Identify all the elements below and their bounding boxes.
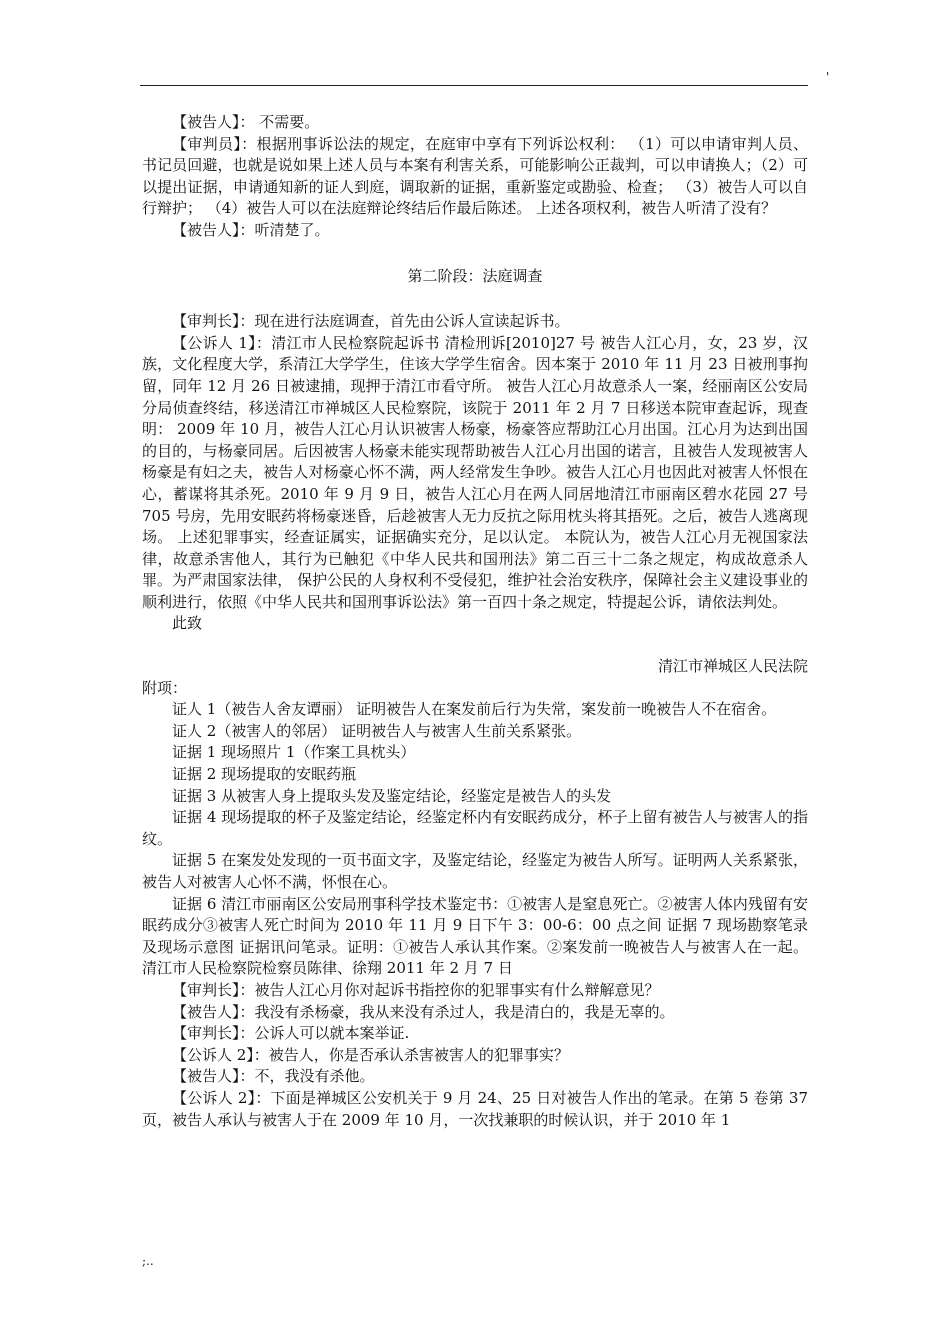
section-title: 第二阶段：法庭调查 <box>407 266 543 285</box>
paragraph: 证据 5 在案发处发现的一页书面文字，及鉴定结论，经鉴定为被告人所写。证明两人关系紧张，被告人对被害人心怀不满，怀恨在心。 <box>142 851 808 891</box>
paragraph: 【审判长】：被告人江心月你对起诉书指控你的犯罪事实有什么辩解意见？ <box>172 980 660 999</box>
paragraph: 【被告人】： 不需要。 <box>172 113 320 131</box>
paragraph: 【公诉人 2】：被告人，你是否承认杀害被害人的犯罪事实？ <box>172 1045 569 1064</box>
paragraph: 证据 4 现场提取的杯子及鉴定结论，经鉴定杯内有安眠药成分，杯子上留有被告人与被害人的指纹。 <box>142 808 808 848</box>
document-body <box>142 112 808 1131</box>
paragraph: 证据 1 现场照片 1（作案工具枕头） <box>172 743 416 762</box>
paragraph: 【被告人】：我没有杀杨豪，我从来没有杀过人，我是清白的，我是无辜的。 <box>172 1002 675 1021</box>
signature: 清江市禅城区人民法院 <box>657 657 808 676</box>
header-mark: ' <box>826 70 830 84</box>
paragraph: 【审判长】：公诉人可以就本案举证. <box>172 1024 410 1043</box>
paragraph: 【被告人】：不，我没有杀他。 <box>172 1067 375 1086</box>
attachment-heading: 附项： <box>142 678 188 697</box>
spacer <box>142 242 808 266</box>
paragraph: 【审判员】：根据刑事诉讼法的规定，在庭审中享有下列诉讼权利： （1）可以申请审判人员、书记员回避，也就是说如果上述人员与本案有利害关系，可能影响公正裁判，可以申请换人；（2）可以提出证据，申请通知新的证人到庭，调取新的证据，重新鉴定或勘验、检查； （3）被告人可以自行辩护； （4）被告人可以在法庭辩论终结后作最后陈述。 上述各项权利，被告人听清了没有？ <box>142 134 808 218</box>
paragraph: 【公诉人 2】：下面是禅城区公安机关于 9 月 24、25 日对被告人作出的笔录。在第 5 卷第 37 页，被告人承认与被害人于在 2009 年 10 月，一次找兼职的时候认识，并于 2010 年 1 <box>142 1088 808 1129</box>
spacer <box>142 287 808 311</box>
paragraph: 证据 2 现场提取的安眠药瓶 <box>172 765 357 784</box>
paragraph: 证人 2（被害人的邻居） 证明被告人与被害人生前关系紧张。 <box>172 721 582 740</box>
paragraph: 【审判长】：现在进行法庭调查，首先由公诉人宣读起诉书。 <box>172 312 570 331</box>
paragraph: 证据 3 从被害人身上提取头发及鉴定结论，经鉴定是被告人的头发 <box>172 786 612 805</box>
footer-mark: ;.. <box>142 1254 154 1268</box>
spacer <box>142 635 808 656</box>
paragraph: 证据 6 清江市丽南区公安局刑事科学技术鉴定书：①被害人是窒息死亡。②被害人体内残留有安眠药成分③被害人死亡时间为 2010 年 11 月 9 日下午 3：00-6：00 点之间 证据 7 现场勘察笔录及现场示意图 证据讯问笔录。证明：①被告人承认其作案。②案发前一晚被告人与被害人在一起。 清江市人民检察院检察员陈律、徐翔 2011 年 2 月 7 日 <box>142 894 808 978</box>
paragraph: 【公诉人 1】：清江市人民检察院起诉书 清检刑诉[2010]27 号 被告人江心月，女，23 岁，汉族，文化程度大学，系清江大学学生，住该大学学生宿舍。因本案于 2010 年 11 月 23 日被刑事拘留，同年 12 月 26 日被逮捕，现押于清江市看守所。 被告人江心月故意杀人一案，经丽南区公安局分局侦查终结，移送清江市禅城区人民检察院，该院于 2011 年 2 月 7 日移送本院审查起诉，现查明： 2009 年 10 月，被告人江心月认识被害人杨豪，杨豪答应帮助江心月出国。江心月为达到出国的目的，与杨豪同居。后因被害人杨豪未能实现帮助被告人江心月出国的诺言，且被告人发现被害人杨豪是有妇之夫，被告人对杨豪心怀不满，两人经常发生争吵。被告人江心月也因此对被害人怀恨在心，蓄谋将其杀死。2010 年 9 月 9 日，被告人江心月在两人同居地清江市丽南区碧水花园 27 号 705 号房，先用安眠药将杨豪迷昏，后趁被害人无力反抗之际用枕头将其捂死。之后，被告人逃离现场。 上述犯罪事实，经查证属实，证据确实充分，足以认定。 本院认为，被告人江心月无视国家法律，故意杀害他人，其行为已触犯《中华人民共和国刑法》第二百三十二条之规定，构成故意杀人罪。为严肃国家法律， 保护公民的人身权利不受侵犯，维护社会治安秩序，保障社会主义建设事业的顺利进行，依照《中华人民共和国刑事诉讼法》第一百四十条之规定，特提起公诉，请依法判处。 <box>142 333 808 611</box>
header-rule <box>140 85 808 86</box>
paragraph: 此致 <box>172 614 203 633</box>
paragraph: 【被告人】：听清楚了。 <box>172 220 330 239</box>
paragraph: 证人 1（被告人舍友谭丽） 证明被告人在案发前后行为失常，案发前一晚被告人不在宿舍。 <box>172 700 777 719</box>
